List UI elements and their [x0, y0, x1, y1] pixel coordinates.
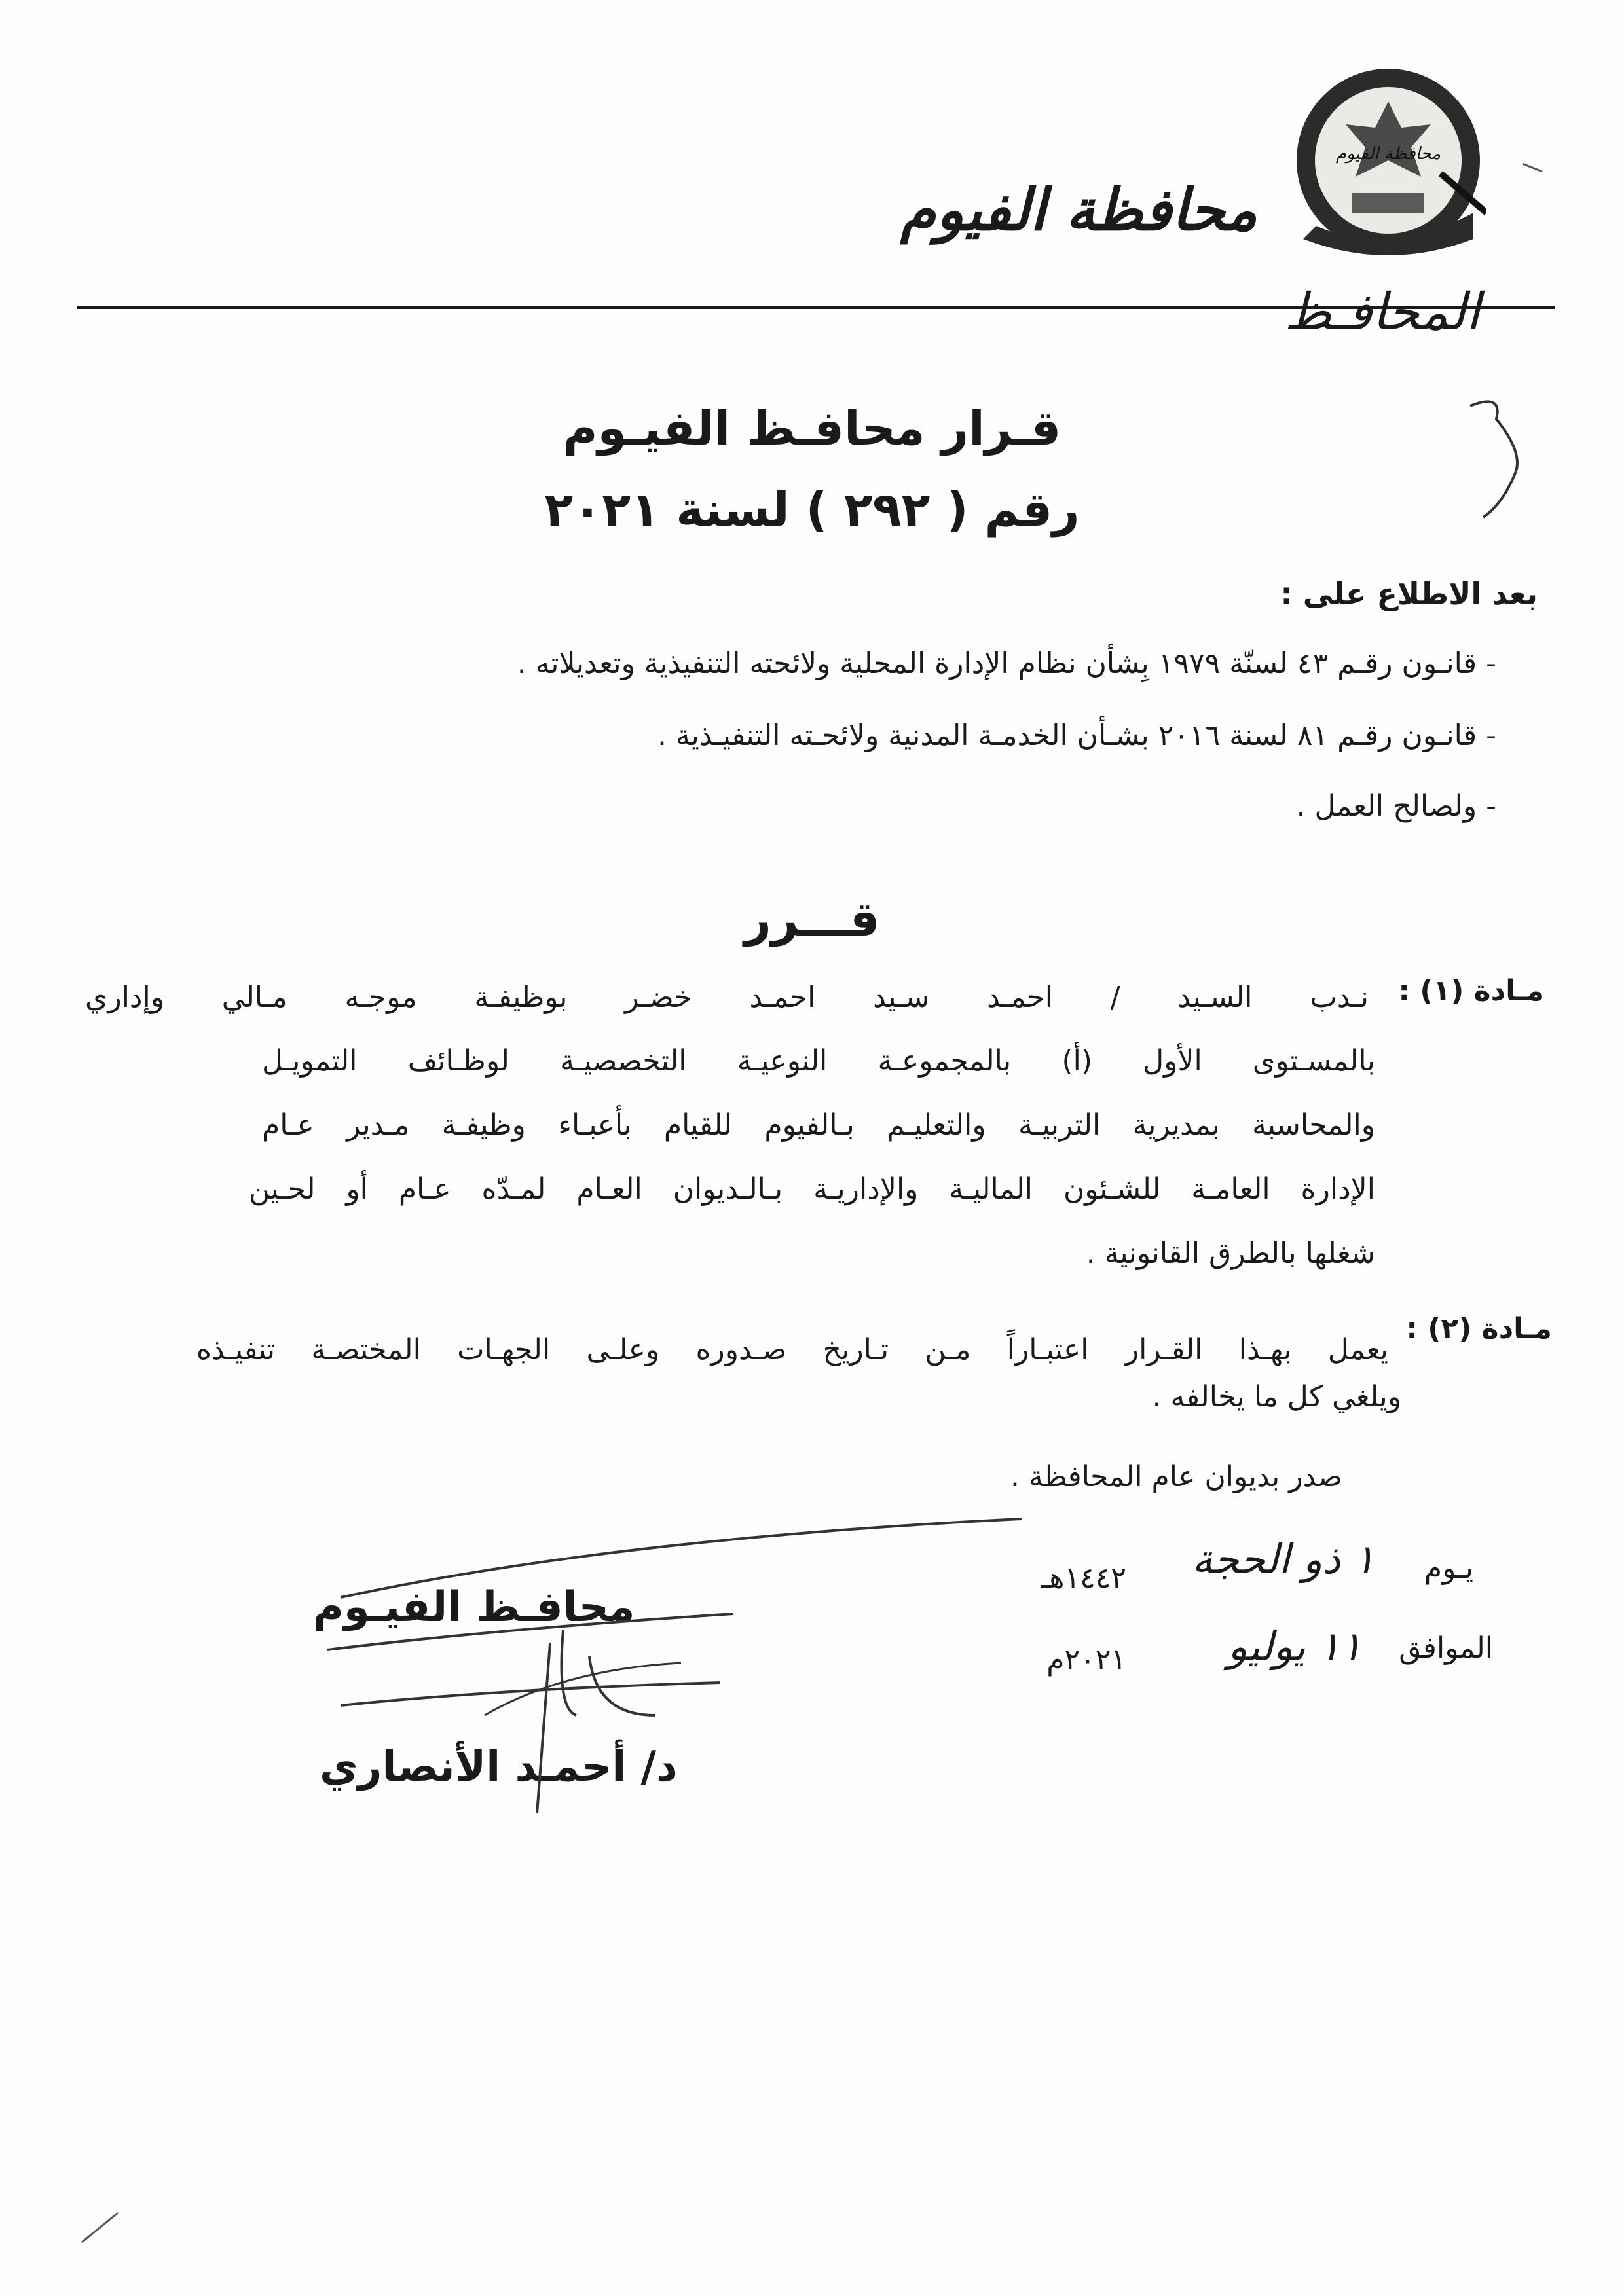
hijri-date-handwritten: ١ ذو الحجة	[1192, 1535, 1375, 1583]
governor-title: المحافـظ	[1284, 283, 1480, 342]
preamble-item: - قانـون رقـم ٨١ لسنة ٢٠١٦ بشـأن الخدمـة المدنية ولائحـته التنفيـذية .	[657, 719, 1496, 752]
seal-text: محافظة الفيوم	[1335, 144, 1441, 164]
decision-number: رقم ( ٢٩٢ ) لسنة ٢٠٢١	[544, 482, 1080, 537]
gregorian-date-label: الموافق	[1399, 1631, 1493, 1665]
article-2-label: مـادة (٢) :	[1406, 1312, 1552, 1345]
issued-statement: صدر بديوان عام المحافظة .	[1010, 1460, 1342, 1493]
gregorian-date-handwritten: ١١ يوليو	[1227, 1622, 1362, 1670]
article-1-line: بالمسـتوى الأول (أ) بالمجموعـة النوعيـة التخصصيـة لوظـائف التمويـل	[262, 1044, 1375, 1078]
article-1-line: نـدب السـيد / احمـد سـيد احمـد خضـر بوظيفـة موجـه مـالي وإداري	[85, 981, 1369, 1014]
signatory-name: د/ أحمـد الأنصاري	[320, 1743, 678, 1791]
preamble-item: - ولصالح العمل .	[1296, 790, 1496, 823]
governorate-seal	[1290, 62, 1486, 259]
hijri-year: ١٤٤٢هـ	[1041, 1561, 1126, 1595]
signatory-role: محافـظ الفيـوم	[313, 1583, 635, 1631]
scan-mark-icon	[1519, 157, 1545, 177]
article-1-line: شغلها بالطرق القانونية .	[1086, 1237, 1375, 1270]
scan-mark-icon	[79, 2206, 124, 2246]
preamble-intro: بعد الاطلاع على :	[1280, 576, 1538, 611]
decision-title: قـرار محافـظ الفيـوم	[563, 401, 1061, 456]
article-1-line: والمحاسبة بمديرية التربيـة والتعليـم بـالفيوم للقيام بأعبـاء وظيفـة مـدير عـام	[262, 1108, 1375, 1142]
governorate-name: محافظة الفيوم	[900, 175, 1257, 244]
gregorian-year: ٢٠٢١م	[1046, 1643, 1126, 1677]
handwritten-signature	[288, 1499, 1074, 1840]
hijri-date-label: يـوم	[1424, 1552, 1473, 1585]
decided-heading: قـــرر	[744, 892, 880, 947]
article-2-line: يعمل بهـذا القـرار اعتبـاراً مـن تـاريخ صـدوره وعلـى الجهـات المختصـة تنفيـذه	[196, 1333, 1388, 1366]
article-1-line: الإدارة العامـة للشـئون الماليـة والإداريـة بـالـديوان العـام لمـدّه عـام أو لحـين	[249, 1173, 1375, 1206]
article-2-line: ويلغي كل ما يخالفه .	[1152, 1380, 1401, 1413]
preamble-item: - قانـون رقـم ٤٣ لسنّة ١٩٧٩ بِشأن نظام الإدارة المحلية ولائحته التنفيذية وتعديلاته .	[517, 647, 1496, 680]
article-1-label: مـادة (١) :	[1398, 974, 1544, 1008]
